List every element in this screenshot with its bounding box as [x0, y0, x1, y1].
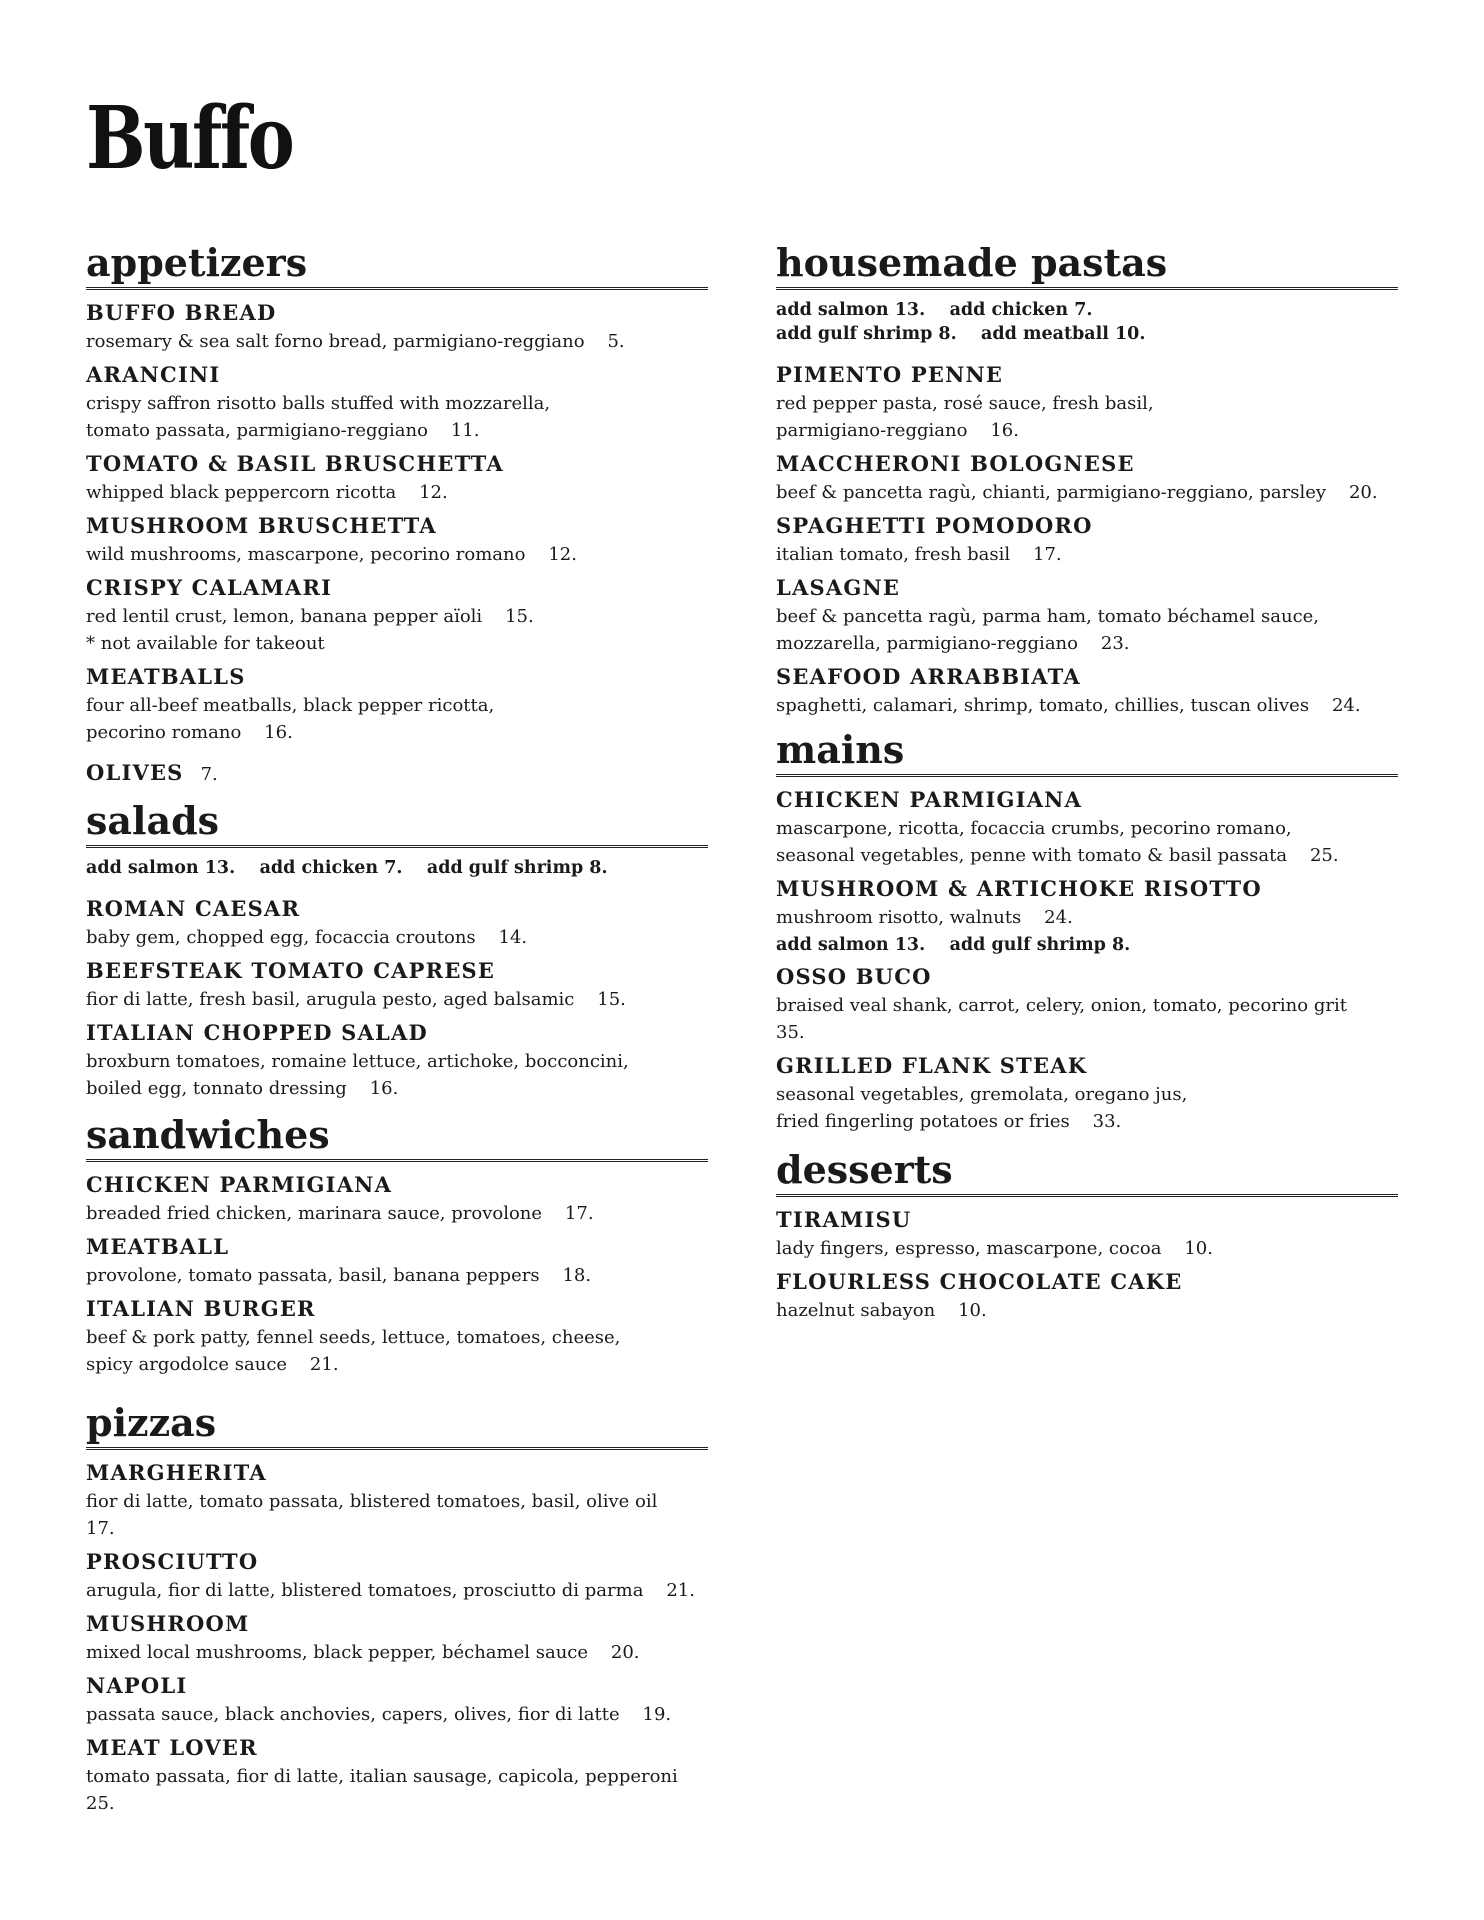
item-name: CHICKEN PARMIGIANA — [86, 1172, 393, 1197]
item-description: italian tomato, fresh basil 17. — [776, 544, 1062, 565]
menu-item — [86, 449, 708, 506]
item-description: lady fingers, espresso, mascarpone, cocoa 10. — [776, 1238, 1213, 1259]
item-name: MUSHROOM BRUSCHETTA — [86, 513, 437, 538]
section-appetizers — [86, 240, 708, 790]
item-description: wild mushrooms, mascarpone, pecorino romano 12. — [86, 544, 577, 565]
item-name: TIRAMISU — [776, 1207, 912, 1232]
item-name: PROSCIUTTO — [86, 1549, 259, 1574]
section-mains — [776, 727, 1398, 1135]
item-description: broxburn tomatoes, romaine lettuce, artichoke, bocconcini, boiled egg, tonnato dressing 16. — [86, 1051, 629, 1099]
addon-line: add gulf shrimp 8. add meatball 10. — [776, 324, 1146, 344]
item-name: SEAFOOD ARRABBIATA — [776, 664, 1081, 689]
item-description: mixed local mushrooms, black pepper, béchamel sauce 20. — [86, 1642, 640, 1663]
menu-item — [86, 758, 708, 790]
section-title-salads: salads — [86, 798, 708, 848]
section-title-mains: mains — [776, 727, 1398, 777]
item-description: beef & pancetta ragù, chianti, parmigiano-reggiano, parsley 20. — [776, 482, 1378, 503]
item-description: beef & pancetta ragù, parma ham, tomato béchamel sauce, mozzarella, parmigiano-reggiano 23. — [776, 606, 1320, 654]
menu-item — [86, 1232, 708, 1289]
item-description: baby gem, chopped egg, focaccia croutons 14. — [86, 927, 528, 948]
item-description: rosemary & sea salt forno bread, parmigiano-reggiano 5. — [86, 331, 625, 352]
menu-item — [86, 894, 708, 951]
menu-item — [86, 360, 708, 444]
section-pizzas — [86, 1400, 708, 1817]
item-price: 7. — [200, 764, 218, 785]
item-name: MEATBALLS — [86, 664, 246, 689]
menu-item — [776, 573, 1398, 657]
menu-item — [776, 1205, 1398, 1262]
item-name: ROMAN CAESAR — [86, 896, 301, 921]
item-description: beef & pork patty, fennel seeds, lettuce, tomatoes, cheese, spicy argodolce sauce 21. — [86, 1327, 621, 1375]
item-name: MARGHERITA — [86, 1460, 267, 1485]
item-name: ITALIAN CHOPPED SALAD — [86, 1020, 428, 1045]
item-description: fior di latte, tomato passata, blistered tomatoes, basil, olive oil 17. — [86, 1491, 681, 1539]
item-name: NAPOLI — [86, 1673, 188, 1698]
item-name: MEATBALL — [86, 1234, 230, 1259]
menu-item — [86, 1018, 708, 1102]
menu-item — [86, 1733, 708, 1817]
item-name: ITALIAN BURGER — [86, 1296, 316, 1321]
item-description: mushroom risotto, walnuts 24. — [776, 907, 1073, 928]
menu-item — [86, 1170, 708, 1227]
menu-item — [86, 956, 708, 1013]
item-description: red pepper pasta, rosé sauce, fresh basil, parmigiano-reggiano 16. — [776, 393, 1154, 441]
section-salads — [86, 798, 708, 1102]
item-description: tomato passata, fior di latte, italian sausage, capicola, pepperoni 25. — [86, 1766, 701, 1814]
menu-item — [86, 511, 708, 568]
menu-item — [86, 1458, 708, 1542]
item-description: passata sauce, black anchovies, capers, olives, fior di latte 19. — [86, 1704, 672, 1725]
item-name: SPAGHETTI POMODORO — [776, 513, 1093, 538]
menu-item — [86, 1294, 708, 1378]
menu-item — [86, 662, 708, 746]
addon-line: add salmon 13. add chicken 7. add gulf shrimp 8. — [86, 858, 608, 878]
section-title-pastas: housemade pastas — [776, 240, 1398, 290]
pasta-addons — [776, 298, 1398, 346]
restaurant-logo: Buffo — [86, 88, 293, 189]
item-name — [86, 758, 708, 790]
item-name: MUSHROOM — [86, 1611, 250, 1636]
section-desserts — [776, 1147, 1398, 1324]
item-name: BEEFSTEAK TOMATO CAPRESE — [86, 958, 496, 983]
menu-item — [776, 1267, 1398, 1324]
section-sandwiches — [86, 1112, 708, 1378]
menu-right-column — [776, 240, 1398, 1324]
menu-item — [86, 298, 708, 355]
item-description: red lentil crust, lemon, banana pepper aïoli 15. * not available for takeout — [86, 606, 534, 654]
item-name-text: OLIVES — [86, 760, 184, 785]
item-name: PIMENTO PENNE — [776, 362, 1004, 387]
menu-item — [776, 874, 1398, 957]
item-description: hazelnut sabayon 10. — [776, 1300, 987, 1321]
item-description: crispy saffron risotto balls stuffed with mozzarella, tomato passata, parmigiano-reggiano 11. — [86, 393, 551, 441]
item-name: GRILLED FLANK STEAK — [776, 1053, 1088, 1078]
menu-item — [776, 785, 1398, 869]
item-description: breaded fried chicken, marinara sauce, provolone 17. — [86, 1203, 594, 1224]
addon-line: add salmon 13. add gulf shrimp 8. — [776, 935, 1131, 955]
item-description: arugula, fior di latte, blistered tomatoes, prosciutto di parma 21. — [86, 1580, 695, 1601]
item-name: FLOURLESS CHOCOLATE CAKE — [776, 1269, 1183, 1294]
menu-item — [776, 511, 1398, 568]
item-description: provolone, tomato passata, basil, banana peppers 18. — [86, 1265, 592, 1286]
section-title-pizzas: pizzas — [86, 1400, 708, 1450]
salad-addons — [86, 856, 708, 880]
item-description: four all-beef meatballs, black pepper ricotta, pecorino romano 16. — [86, 695, 495, 743]
item-description: seasonal vegetables, gremolata, oregano jus, fried fingerling potatoes or fries 33. — [776, 1084, 1188, 1132]
item-name: CHICKEN PARMIGIANA — [776, 787, 1083, 812]
menu-item — [776, 662, 1398, 719]
menu-item — [776, 962, 1398, 1046]
item-name: MUSHROOM & ARTICHOKE RISOTTO — [776, 876, 1262, 901]
item-name: MEAT LOVER — [86, 1735, 258, 1760]
menu-left-column — [86, 240, 708, 1817]
item-name: TOMATO & BASIL BRUSCHETTA — [86, 451, 504, 476]
item-description: braised veal shank, carrot, celery, onion, tomato, pecorino grit 35. — [776, 995, 1370, 1043]
section-title-sandwiches: sandwiches — [86, 1112, 708, 1162]
menu-item — [86, 1609, 708, 1666]
item-description: fior di latte, fresh basil, arugula pesto, aged balsamic 15. — [86, 989, 626, 1010]
item-name: ARANCINI — [86, 362, 221, 387]
menu-item — [776, 360, 1398, 444]
item-name: LASAGNE — [776, 575, 901, 600]
menu-item — [86, 573, 708, 657]
section-housemade-pastas — [776, 240, 1398, 719]
item-name: BUFFO BREAD — [86, 300, 277, 325]
addon-line: add salmon 13. add chicken 7. — [776, 300, 1093, 320]
item-name: OSSO BUCO — [776, 964, 932, 989]
item-description: spaghetti, calamari, shrimp, tomato, chillies, tuscan olives 24. — [776, 695, 1361, 716]
section-title-desserts: desserts — [776, 1147, 1398, 1197]
item-description: whipped black peppercorn ricotta 12. — [86, 482, 448, 503]
menu-item — [776, 449, 1398, 506]
menu-item — [86, 1547, 708, 1604]
item-name: MACCHERONI BOLOGNESE — [776, 451, 1135, 476]
menu-item — [776, 1051, 1398, 1135]
item-description: mascarpone, ricotta, focaccia crumbs, pecorino romano, seasonal vegetables, penne with tomato & basil passata 25. — [776, 818, 1339, 866]
menu-item — [86, 1671, 708, 1728]
item-name: CRISPY CALAMARI — [86, 575, 333, 600]
section-title-appetizers: appetizers — [86, 240, 708, 290]
